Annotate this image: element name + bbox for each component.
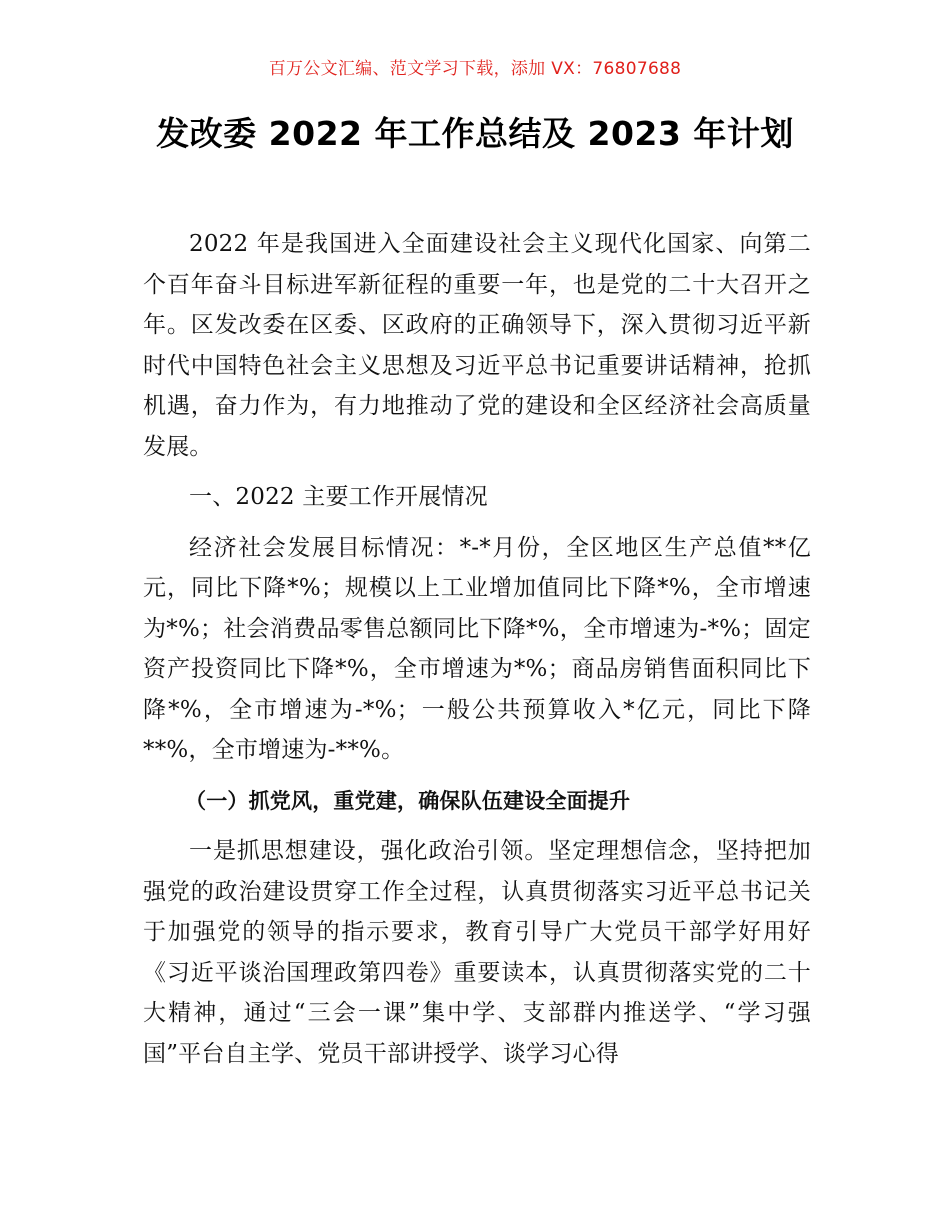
ideological-building-paragraph: 一是抓思想建设，强化政治引领。坚定理想信念，坚持把加强党的政治建设贯穿工作全过程，认真贯彻落实习近平总书记关于加强党的领导的指示要求，教育引导广大党员干部学好用好《习近平谈治国理政第四卷》重要读本，认真贯彻落实党的二十大精神，通过“三会一课”集中学、支部群内推送学、“学习强国”平台自主学、党员干部讲授学、谈学习心得	[143, 838, 811, 1067]
document-body	[143, 224, 811, 1084]
document-title: 发改委 2022 年工作总结及 2023 年计划	[156, 114, 794, 153]
section-heading-1: 一、2022 主要工作开展情况	[189, 484, 488, 510]
intro-paragraph: 2022 年是我国进入全面建设社会主义现代化国家、向第二个百年奋斗目标进军新征程的重要一年，也是党的二十大召开之年。区发改委在区委、区政府的正确领导下，深入贯彻习近平新时代中国特色社会主义思想及习近平总书记重要讲话精神，抢抓机遇，奋力作为，有力地推动了党的建设和全区经济社会高质量发展。	[143, 231, 811, 460]
watermark-banner: 百万公文汇编、范文学习下载，添加 VX：76807688	[268, 59, 682, 79]
economic-targets-paragraph: 经济社会发展目标情况：*-*月份，全区地区生产总值**亿元，同比下降*%；规模以上工业增加值同比下降*%，全市增速为*%；社会消费品零售总额同比下降*%，全市增速为-*%；固定资产投资同比下降*%，全市增速为*%；商品房销售面积同比下降*%，全市增速为-*%；一般公共预算收入*亿元，同比下降**%，全市增速为-**%。	[143, 534, 811, 763]
subsection-heading-1: （一）抓党风，重党建，确保队伍建设全面提升	[185, 788, 631, 813]
